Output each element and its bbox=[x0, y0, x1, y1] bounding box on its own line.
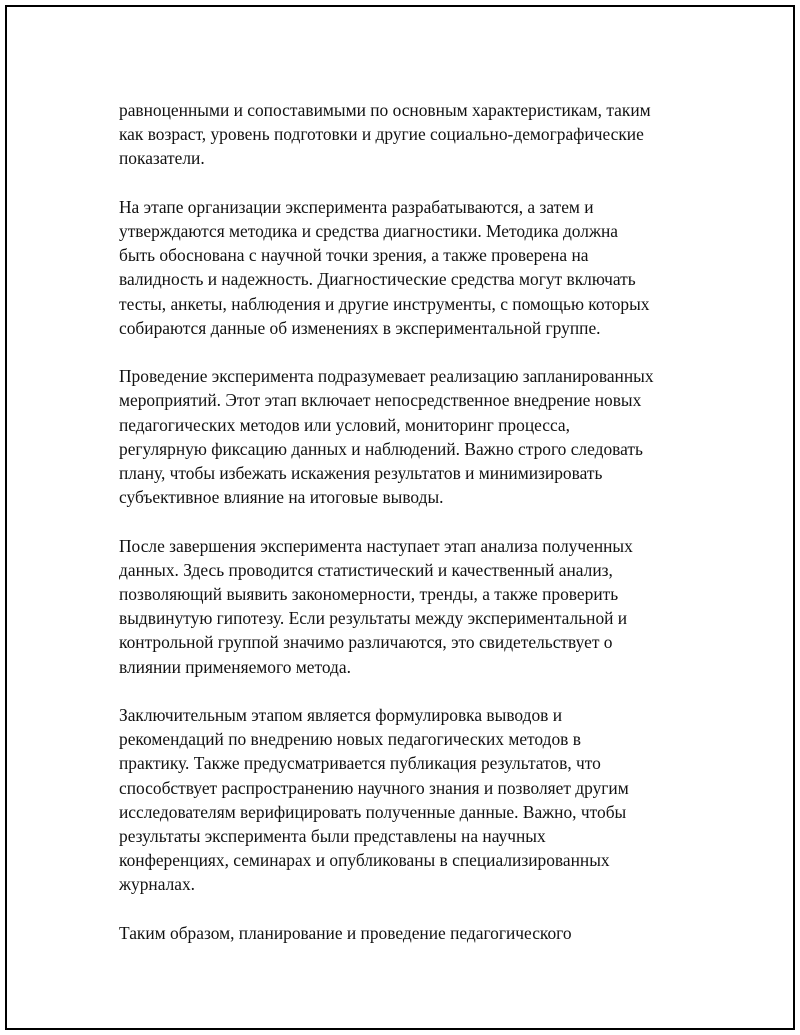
paragraph bbox=[119, 195, 699, 340]
text-line: способствует распространению научного знания и позволяет другим bbox=[119, 777, 629, 798]
text-line: влиянии применяемого метода. bbox=[119, 656, 351, 677]
text-line: На этапе организации эксперимента разрабатываются, а затем и bbox=[119, 196, 594, 217]
text-line: быть обоснована с научной точки зрения, а также проверена на bbox=[119, 245, 589, 266]
text-line: субъективное влияние на итоговые выводы. bbox=[119, 487, 444, 508]
text-line: мероприятий. Этот этап включает непосредственное внедрение новых bbox=[119, 390, 642, 411]
text-line: После завершения эксперимента наступает этап анализа полученных bbox=[119, 535, 633, 556]
text-line: регулярную фиксацию данных и наблюдений. Важно строго следовать bbox=[119, 438, 643, 459]
paragraph bbox=[119, 534, 699, 679]
text-line: контрольной группой значимо различаются, это свидетельствует о bbox=[119, 632, 613, 653]
text-line: результаты эксперимента были представлены на научных bbox=[119, 826, 546, 847]
text-line: плану, чтобы избежать искажения результатов и минимизировать bbox=[119, 463, 603, 484]
text-line: журналах. bbox=[119, 874, 196, 895]
text-line: как возраст, уровень подготовки и другие социально-демографические bbox=[119, 124, 644, 145]
text-line: исследователям верифицировать полученные данные. Важно, чтобы bbox=[119, 801, 627, 822]
text-line: конференциях, семинарах и опубликованы в специализированных bbox=[119, 850, 610, 871]
text-line: равноценными и сопоставимыми по основным характеристикам, таким bbox=[119, 100, 651, 120]
text-line: показатели. bbox=[119, 148, 205, 169]
page-frame bbox=[5, 5, 795, 1030]
document-body bbox=[119, 98, 699, 969]
paragraph bbox=[119, 364, 699, 509]
text-line: Заключительным этапом является формулировка выводов и bbox=[119, 705, 563, 726]
text-line: рекомендаций по внедрению новых педагогических методов в bbox=[119, 729, 581, 750]
text-line: выдвинутую гипотезу. Если результаты между экспериментальной и bbox=[119, 608, 628, 629]
paragraph bbox=[119, 703, 699, 897]
paragraph bbox=[119, 921, 699, 945]
text-line: позволяющий выявить закономерности, тренды, а также проверить bbox=[119, 584, 619, 605]
text-line: валидность и надежность. Диагностические средства могут включать bbox=[119, 269, 636, 290]
text-line: Таким образом, планирование и проведение педагогического bbox=[119, 922, 572, 943]
text-line: Проведение эксперимента подразумевает реализацию запланированных bbox=[119, 366, 654, 387]
text-line: тесты, анкеты, наблюдения и другие инструменты, с помощью которых bbox=[119, 293, 650, 314]
text-line: собираются данные об изменениях в экспериментальной группе. bbox=[119, 317, 601, 338]
text-line: данных. Здесь проводится статистический и качественный анализ, bbox=[119, 559, 613, 580]
text-line: педагогических методов или условий, мониторинг процесса, bbox=[119, 414, 570, 435]
paragraph bbox=[119, 98, 699, 171]
text-line: утверждаются методика и средства диагностики. Методика должна bbox=[119, 221, 618, 241]
text-line: практику. Также предусматривается публикация результатов, что bbox=[119, 753, 601, 774]
